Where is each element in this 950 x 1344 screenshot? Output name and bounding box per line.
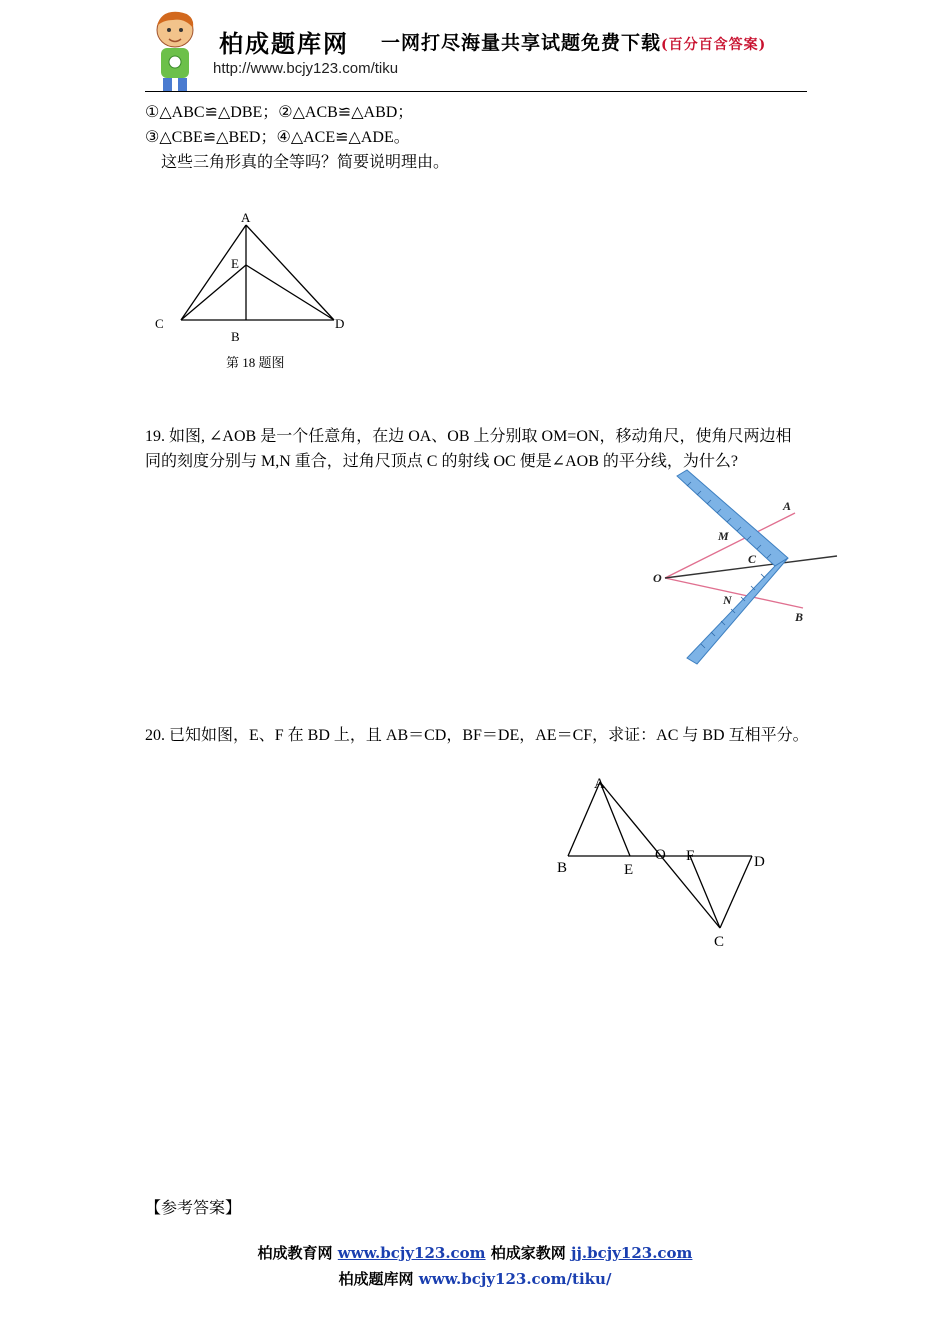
q20-segment-cd [720, 856, 752, 928]
q19-text-line2: 同的刻度分别与 M,N 重合，过角尺顶点 C 的射线 OC 便是∠AOB 的平分线，为什么? [145, 453, 738, 470]
header-slogan-tag: (百分百含答案) [661, 37, 767, 53]
q20-label-e: E [624, 862, 634, 878]
q18-label-b: B [231, 329, 240, 344]
answer-heading: 【参考答案】 [145, 1200, 242, 1217]
q20-label-b: B [557, 860, 568, 876]
q18-statement-line2: ③△CBE≌△BED；④△ACE≌△ADE。 [145, 129, 410, 146]
header-slogan-text: 一网打尽海量共享试题免费下载 [381, 32, 662, 54]
q19-ray-ob [665, 578, 803, 608]
q20-segment-cf [690, 856, 720, 928]
q19-label-a: A [783, 499, 792, 513]
q19-label-b: B [795, 610, 804, 624]
footer-link-tiku[interactable]: www.bcjy123.com/tiku/ [418, 1270, 612, 1288]
q18-question: 这些三角形真的全等吗？简要说明理由。 [161, 154, 450, 171]
q19-text-line1: 19. 如图, ∠AOB 是一个任意角，在边 OA、OB 上分别取 OM=ON，移动角尺，使角尺两边相 [145, 428, 792, 445]
carpenter-square [677, 470, 788, 664]
q18-label-c: C [155, 316, 164, 331]
q20-segment-ab [568, 782, 600, 856]
q18-label-a: A [241, 210, 251, 225]
q18-caption: 第 18 题图 [226, 355, 285, 370]
ruler-arm-upper [677, 470, 788, 566]
q18-figure [145, 200, 365, 380]
q20-label-f: F [686, 848, 695, 864]
q20-label-o: O [655, 847, 666, 863]
footer-link-edu[interactable]: www.bcjy123.com [337, 1244, 486, 1262]
q20-label-a: A [594, 776, 605, 792]
q19-label-n: N [723, 593, 732, 607]
mascot-logo [145, 8, 207, 94]
q19-label-m: M [718, 529, 729, 543]
q19-label-o: O [653, 571, 662, 585]
q18-label-e: E [231, 256, 239, 271]
q20-figure [550, 770, 780, 955]
footer-link-tutor[interactable]: jj.bcjy123.com [571, 1244, 693, 1262]
header-slogan [381, 28, 766, 55]
footer-label-edu: 柏成教育网 [257, 1244, 333, 1262]
q20-label-d: D [754, 854, 765, 870]
q18-label-d: D [335, 316, 345, 331]
footer-label-tiku: 柏成题库网 [338, 1270, 414, 1288]
page-header [145, 8, 807, 94]
q20-segment-ae [600, 782, 630, 856]
footer-line1 [0, 1240, 950, 1266]
header-brand: 柏成题库网 [219, 29, 349, 58]
q19-figure [645, 468, 845, 668]
header-url[interactable]: http://www.bcjy123.com/tiku [213, 60, 399, 77]
page-footer [0, 1240, 950, 1292]
footer-label-tutor: 柏成家教网 [490, 1244, 566, 1262]
q18-statement-line1: ①△ABC≌△DBE；②△ACB≌△ABD； [145, 104, 414, 121]
q19-label-c: C [748, 552, 757, 566]
footer-line2 [0, 1266, 950, 1292]
header-divider [145, 91, 807, 92]
q20-label-c: C [714, 934, 725, 950]
q20-text: 20. 已知如图，E、F 在 BD 上，且 AB＝CD，BF＝DE，AE＝CF，求证：AC 与 BD 互相平分。 [145, 727, 809, 744]
